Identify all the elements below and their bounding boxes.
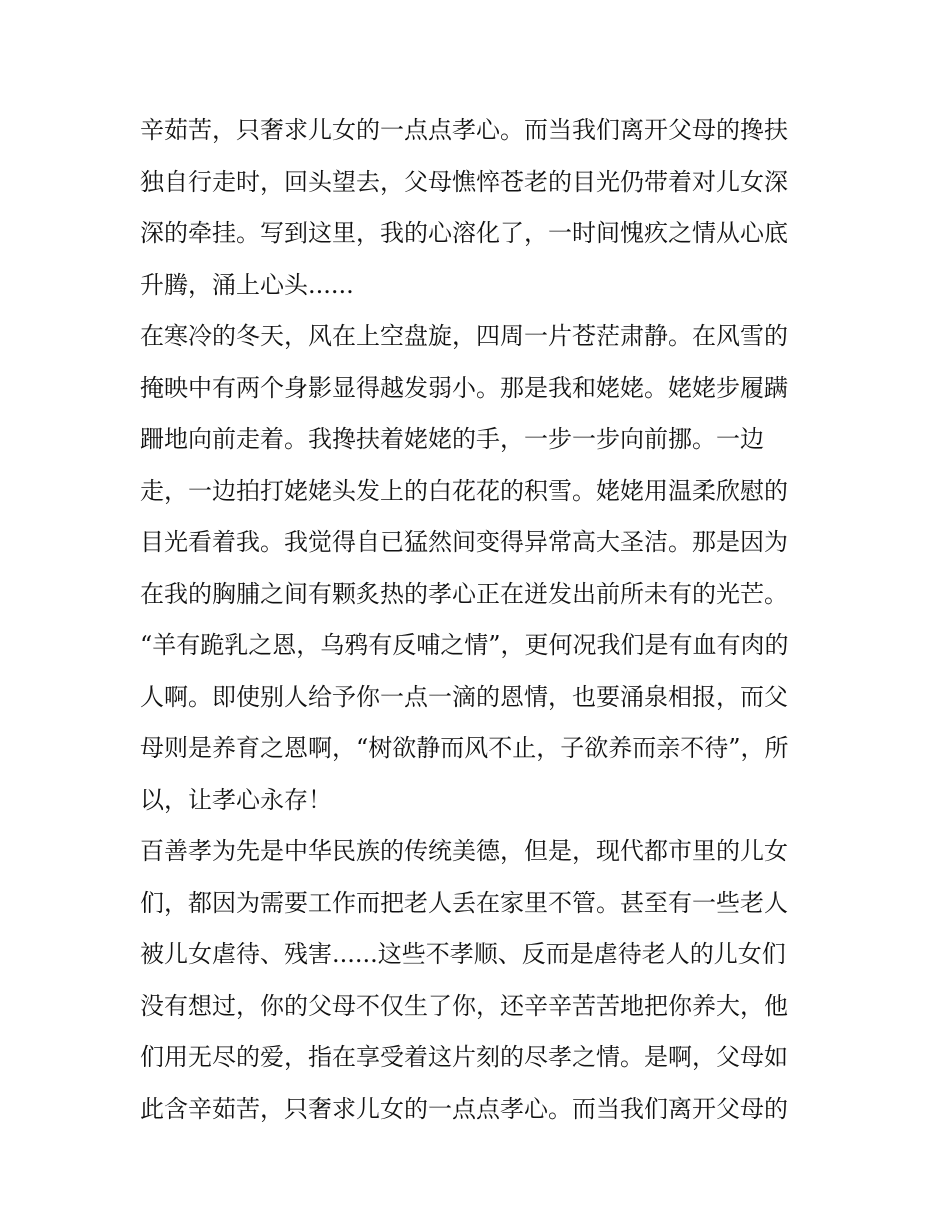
text-line: 没有想过，你的父母不仅生了你，还辛辛苦苦地把你养大，他 (140, 991, 788, 1020)
text-line: 辛茹苦，只奢求儿女的一点点孝心。而当我们离开父母的搀扶 (140, 116, 788, 144)
text-line: 掩映中有两个身影显得越发弱小。那是我和姥姥。姥姥步履蹒 (140, 373, 788, 402)
text-line: 此含辛茹苦，只奢求儿女的一点点孝心。而当我们离开父母的 (140, 1094, 788, 1123)
text-line: “羊有跪乳之恩，乌鸦有反哺之情”，更何况我们是有血有肉的 (140, 631, 789, 659)
text-line: 们，都因为需要工作而把老人丢在家里不管。甚至有一些老人 (140, 888, 788, 917)
text-line: 在我的胸脯之间有颗炙热的孝心正在迸发出前所未有的光芒。 (140, 579, 788, 608)
text-line: 升腾，涌上心头...... (140, 270, 354, 299)
text-line: 目光看着我。我觉得自已猛然间变得异常高大圣洁。那是因为 (140, 528, 788, 556)
text-line: 们用无尽的爱，指在享受着这片刻的尽孝之情。是啊，父母如 (140, 1043, 788, 1071)
text-line: 以，让孝心永存！ (140, 785, 332, 814)
text-line: 独自行走时，回头望去，父母憔悴苍老的目光仍带着对儿女深 (140, 167, 788, 196)
document-body (140, 105, 830, 1135)
text-line: 走，一边拍打姥姥头发上的白花花的积雪。姥姥用温柔欣慰的 (140, 476, 788, 505)
text-line: 被儿女虐待、残害......这些不孝顺、反而是虐待老人的儿女们 (140, 940, 786, 968)
text-line: 深的牵挂。写到这里，我的心溶化了，一时间愧疚之情从心底 (140, 219, 788, 247)
text-line: 跚地向前走着。我搀扶着姥姥的手，一步一步向前挪。一边 (140, 425, 764, 453)
text-line: 母则是养育之恩啊，“树欲静而风不止，子欲养而亲不待”，所 (140, 734, 789, 762)
text-line: 在寒冷的冬天，风在上空盘旋，四周一片苍茫肃静。在风雪的 (140, 322, 788, 350)
text-line: 百善孝为先是中华民族的传统美德，但是，现代都市里的儿女 (140, 837, 788, 865)
text-line: 人啊。即使别人给予你一点一滴的恩情，也要涌泉相报，而父 (140, 682, 788, 711)
